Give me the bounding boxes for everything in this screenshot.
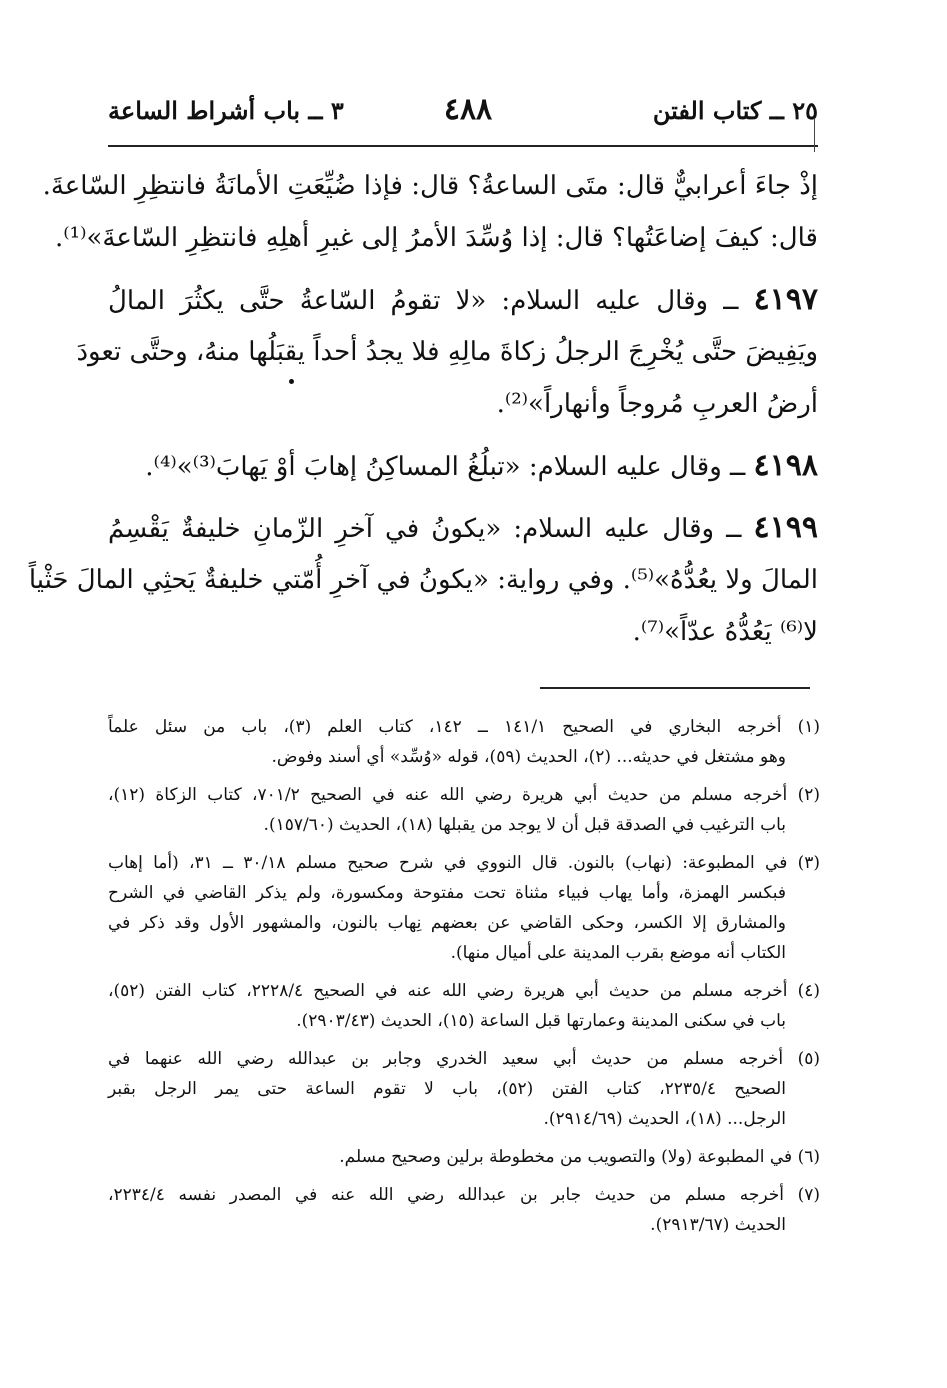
hadith-4199-line-2: المالَ ولا يعُدُّهُ»⁽⁵⁾. وفي رواية: «يكونُ في آخرِ أُمّتي خليفةٌ يَحثِي المالَ حَثْياً <box>28 565 818 595</box>
hadith-4199-line-1 <box>108 502 818 554</box>
hadith-4199-line-3: لا⁽⁶⁾ يَعُدُّهُ عدّاً»⁽⁷⁾. <box>632 617 818 647</box>
footnote-2 <box>108 780 820 840</box>
footnote-line: (٣) في المطبوعة: (نهاب) بالنون. قال النووي في شرح صحيح مسلم ٣٠/١٨ ــ ٣١، (أما إهاب <box>108 853 820 873</box>
page-number: ٤٨٨ <box>443 92 493 127</box>
footnote-line: فبكسر الهمزة، وأما يهاب فبياء مثناة تحت مفتوحة ومكسورة، ولم يذكر القاضي في الشرح <box>108 883 786 903</box>
footnote-line: (١) أخرجه البخاري في الصحيح ١٤١/١ ــ ١٤٢، كتاب العلم (٣)، باب من سئل علماً <box>108 717 820 737</box>
footnote-line: الحديث (٢٩١٣/٦٧). <box>650 1215 786 1235</box>
hadith-text: ــ وقال عليه السلام: «تبلُغُ المساكِنُ إهابَ أوْ يَهابَ⁽³⁾»⁽⁴⁾. <box>145 452 746 482</box>
hadith-4197-line-2: ويَفِيضَ حتَّى يُخْرِجَ الرجلُ زكاةَ مالِهِ فلا يجدُ أحداً يقبَلُها منهُ، وحتَّى تعودَ <box>76 337 818 367</box>
footnote-5 <box>108 1044 820 1134</box>
footnote-line: الرجل... (١٨)، الحديث (٢٩١٤/٦٩). <box>543 1109 786 1129</box>
page-header <box>108 92 818 142</box>
footnote-separator <box>540 687 810 689</box>
text-line: قال: كيفَ إضاعَتُها؟ قال: إذا وُسِّدَ الأمرُ إلى غيرِ أهلِهِ فانتظِرِ السّاعةَ»⁽¹⁾. <box>55 223 818 253</box>
footnote-line: (٥) أخرجه مسلم من حديث أبي سعيد الخدري وجابر بن عبدالله رضي الله عنهما في <box>108 1049 820 1069</box>
footnote-line: (٤) أخرجه مسلم من حديث أبي هريرة رضي الله عنه في الصحيح ٢٢٢٨/٤، كتاب الفتن (٥٢)، <box>108 981 820 1001</box>
footnote-line: وهو مشتغل في حديثه... (٢)، الحديث (٥٩)، قوله «وُسِّد» أي أسند وفوض. <box>271 747 786 767</box>
footnote-7 <box>108 1180 820 1240</box>
footnotes <box>108 712 820 1240</box>
footnote-line: والمشارق إلا الكسر، وحكى القاضي عن بعضهم نِهاب بالنون، والمشهور الأول وقد ذكر في <box>108 913 786 933</box>
section-title: ٣ ــ باب أشراط الساعة <box>108 96 344 125</box>
hadith-number: ٤١٩٩ <box>753 510 818 545</box>
hadith-text: ــ وقال عليه السلام: «لا تقومُ السّاعةُ حتَّى يكثُرَ المالُ <box>108 286 739 316</box>
footnote-1 <box>108 712 820 772</box>
footnote-line: (٧) أخرجه مسلم من حديث جابر بن عبدالله رضي الله عنه في المصدر نفسه ٢٢٣٤/٤، <box>108 1185 820 1205</box>
hadith-4197-line-1 <box>108 274 818 326</box>
hadith-text: ــ وقال عليه السلام: «يكونُ في آخرِ الزّمانِ خليفةٌ يَقْسِمُ <box>108 514 742 544</box>
text-line: إذْ جاءَ أعرابيٌّ قال: متَى الساعةُ؟ قال: فإذا ضُيِّعَتِ الأمانَةُ فانتظِرِ السّاعةَ. <box>42 171 818 201</box>
footnote-line: باب الترغيب في الصدقة قبل أن لا يوجد من يقبلها (١٨)، الحديث (١٥٧/٦٠). <box>263 815 786 835</box>
hadith-4197-line-3: أرضُ العربِ مُروجاً وأنهاراً»⁽²⁾. <box>496 389 818 419</box>
footnote-line: (٦) في المطبوعة (ولا) والتصويب من مخطوطة برلين وصحيح مسلم. <box>339 1147 820 1167</box>
footnote-line: الصحيح ٢٢٣٥/٤، كتاب الفتن (٥٢)، باب لا تقوم الساعة حتى يمر الرجل بقبر <box>108 1079 787 1099</box>
footnote-line: باب في سكنى المدينة وعمارتها قبل الساعة (١٥)، الحديث (٢٩٠٣/٤٣). <box>296 1011 786 1031</box>
header-corner-mark <box>814 118 815 152</box>
header-rule <box>108 145 818 147</box>
footnote-4 <box>108 976 820 1036</box>
footnote-line: (٢) أخرجه مسلم من حديث أبي هريرة رضي الله عنه في الصحيح ٧٠١/٢، كتاب الزكاة (١٢)، <box>108 785 820 805</box>
hadith-4198-line-1 <box>108 440 818 492</box>
chapter-title: ٢٥ ــ كتاب الفتن <box>652 96 818 125</box>
hadith-number: ٤١٩٧ <box>753 282 819 317</box>
print-speck <box>289 379 294 384</box>
footnote-3 <box>108 848 820 968</box>
hadith-number: ٤١٩٨ <box>753 448 818 483</box>
footnote-line: الكتاب أنه موضع بقرب المدينة على أميال منها). <box>450 943 786 963</box>
footnote-6 <box>108 1142 820 1172</box>
main-text <box>28 160 819 658</box>
